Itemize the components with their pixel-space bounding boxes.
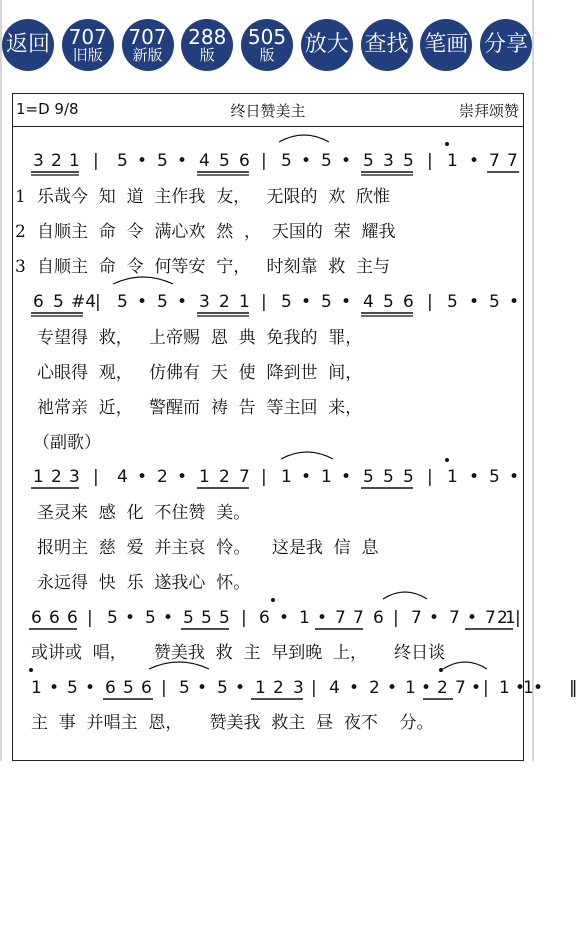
bar-line: | [483, 678, 489, 698]
note: 5 [117, 151, 128, 171]
note: 1 [239, 292, 250, 312]
rhythm-dot: • [469, 292, 480, 312]
note: 7 [353, 608, 364, 628]
blank-area [0, 761, 534, 950]
version-288-number: 288 [188, 24, 227, 49]
note: 5 [363, 467, 374, 487]
note: 7 [411, 608, 422, 628]
octave-dot [445, 142, 449, 146]
note: 1 [499, 678, 510, 698]
bar-line: | [311, 678, 317, 698]
note: 1 [299, 608, 310, 628]
note: 5 [201, 608, 212, 628]
octave-dot [445, 458, 449, 462]
lyric-line: 祂常亲 近， 警醒而 祷 告 等主回 来， [37, 398, 363, 418]
lyric-line: 圣灵来 感 化 不住赞 美。 [37, 503, 251, 523]
note: 5 [383, 292, 394, 312]
note: 2 [369, 678, 380, 698]
octave-dot [439, 668, 443, 672]
strokes-button-label: 笔画 [424, 32, 469, 57]
bar-line: | [261, 467, 267, 487]
note: 2 [219, 467, 230, 487]
note: 7 [455, 678, 466, 698]
bar-line: | [241, 608, 247, 628]
note: 5 [179, 678, 190, 698]
rhythm-dot: • [469, 467, 480, 487]
lyric-line: 专望得 救， 上帝赐 恩 典 免我的 罪， [37, 328, 363, 348]
note: 5 [363, 151, 374, 171]
note: 2 [437, 678, 448, 698]
version-707-old-label: 旧版 [72, 45, 103, 64]
note: 3 [199, 292, 210, 312]
note: 5 [67, 678, 78, 698]
rhythm-dot: • [515, 678, 526, 698]
note: 6 [49, 608, 60, 628]
zoom-button[interactable] [301, 19, 353, 71]
note: 2 [273, 678, 284, 698]
lyric-line: 报明主 慈 爱 并主哀 怜。 这是我 信 息 [37, 538, 379, 558]
note: 4 [199, 151, 210, 171]
note: 4 [329, 678, 340, 698]
note: 7 [485, 608, 496, 628]
tie-arc [113, 277, 173, 284]
rhythm-dot: • [533, 678, 544, 698]
note: 1 [447, 151, 458, 171]
tie-arc [383, 592, 427, 599]
note: 5 [53, 292, 64, 312]
note: 3 [69, 467, 80, 487]
share-button[interactable] [480, 19, 532, 71]
version-288-label: 版 [199, 45, 215, 64]
score-sheet [12, 93, 578, 761]
rhythm-dot: • [137, 151, 148, 171]
lyric-line: 永远得 快 乐 遂我心 怀。 [37, 573, 251, 593]
note: 3 [293, 678, 304, 698]
note: 5 [219, 608, 230, 628]
rhythm-dot: • [301, 467, 312, 487]
note: 1 [281, 467, 292, 487]
tie-arc [149, 662, 209, 669]
note: 7 [507, 151, 518, 171]
note: 5 [157, 292, 168, 312]
note: 5 [403, 467, 414, 487]
verse-number: 3 [15, 257, 26, 277]
note: 7 [489, 151, 500, 171]
lyric-line: 心眼得 观， 仿佛有 天 使 降到世 间， [37, 363, 363, 383]
bar-line: ‖ [569, 678, 578, 698]
rhythm-dot: • [235, 678, 246, 698]
verse-number: 2 [15, 222, 26, 242]
note: 2 [219, 292, 230, 312]
note: 7 [239, 467, 250, 487]
share-button-label: 分享 [483, 32, 528, 57]
note: 5 [489, 292, 500, 312]
note: 2 [51, 151, 62, 171]
version-707-old-button[interactable] [62, 19, 114, 71]
strokes-button[interactable] [420, 19, 472, 71]
note: 6 [259, 608, 270, 628]
bar-line: | [93, 151, 99, 171]
note: 6 [373, 608, 384, 628]
version-707-new-button[interactable] [122, 19, 174, 71]
note: 5 [403, 151, 414, 171]
note: 1 [447, 467, 458, 487]
note: 1 [405, 678, 416, 698]
song-key: 1=D 9/8 [16, 100, 79, 118]
bar-line: | [427, 151, 433, 171]
tie-arc [281, 452, 333, 459]
rhythm-dot: • [509, 292, 520, 312]
rhythm-dot: • [177, 467, 188, 487]
note: #4 [71, 292, 97, 312]
lyric-line: 或讲或 唱， 赞美我 救 主 早到晚 上， 终日谈 [31, 643, 446, 663]
note: 5 [117, 292, 128, 312]
octave-dot [29, 668, 33, 672]
lyric-line: 乐哉今 知 道 主作我 友， 无限的 欢 欣惟 [37, 187, 391, 207]
rhythm-dot: • [137, 467, 148, 487]
rhythm-dot: • [341, 151, 352, 171]
find-button-label: 查找 [364, 32, 409, 57]
note: 5 [281, 151, 292, 171]
lyric-line: 自顺主 命 令 何等安 宁， 时刻靠 救 主与 [37, 257, 391, 277]
song-title: 终日赞美主 [230, 102, 306, 120]
note: 5 [321, 151, 332, 171]
note: 7 [335, 608, 346, 628]
note: 5 [219, 151, 230, 171]
rhythm-dot: • [509, 467, 520, 487]
bar-line: | [393, 608, 399, 628]
note: 5 [447, 292, 458, 312]
note: 1 [523, 678, 534, 698]
rhythm-dot: • [471, 678, 482, 698]
bar-line: | [261, 292, 267, 312]
bar-line: | [87, 608, 93, 628]
rhythm-dot: • [279, 608, 290, 628]
back-button[interactable] [2, 19, 54, 71]
rhythm-dot: • [301, 151, 312, 171]
rhythm-dot: • [85, 678, 96, 698]
octave-dot [271, 598, 275, 602]
note: 4 [117, 467, 128, 487]
rhythm-dot: • [387, 678, 398, 698]
note: 5 [183, 608, 194, 628]
note: 2 [157, 467, 168, 487]
version-707-old-number: 707 [68, 24, 107, 49]
note: 6 [33, 292, 44, 312]
toolbar [0, 0, 534, 90]
version-707-new-label: 新版 [132, 45, 163, 64]
notation-marks [13, 94, 525, 762]
rhythm-dot: • [177, 151, 188, 171]
version-505-number: 505 [247, 24, 287, 49]
note: 6 [403, 292, 414, 312]
note: 1 [33, 467, 44, 487]
rhythm-dot: • [469, 151, 480, 171]
note: 5 [157, 151, 168, 171]
rhythm-dot: • [163, 608, 174, 628]
rhythm-dot: • [429, 608, 440, 628]
note: 6 [105, 678, 116, 698]
note: 6 [31, 608, 42, 628]
bar-line: | [161, 678, 167, 698]
note: 2 [497, 608, 508, 628]
rhythm-dot: • [341, 467, 352, 487]
rhythm-dot: • [421, 678, 432, 698]
song-source: 崇拜颂赞 [458, 102, 519, 120]
lyric-line: 主 事 并唱主 恩， 赞美我 救主 昼 夜不 分。 [31, 713, 434, 733]
version-505-label: 版 [259, 45, 275, 64]
bar-line: | [93, 467, 99, 487]
rhythm-dot: • [467, 608, 478, 628]
rhythm-dot: • [177, 292, 188, 312]
rhythm-dot: • [341, 292, 352, 312]
note: 6 [239, 151, 250, 171]
version-288-button[interactable] [181, 19, 233, 71]
rhythm-dot: • [317, 608, 328, 628]
bar-line: | [427, 292, 433, 312]
bar-line: | [427, 467, 433, 487]
tie-arc [443, 662, 487, 669]
note: 3 [383, 151, 394, 171]
tie-arc [279, 135, 329, 142]
version-707-new-number: 707 [128, 24, 167, 49]
rhythm-dot: • [125, 608, 136, 628]
note: 4 [363, 292, 374, 312]
version-505-button[interactable] [241, 19, 293, 71]
note: 3 [33, 151, 44, 171]
note: 5 [489, 467, 500, 487]
note: 1 [321, 467, 332, 487]
bar-line: | [515, 608, 521, 628]
note: 6 [141, 678, 152, 698]
note: 1 [31, 678, 42, 698]
note: 2 [51, 467, 62, 487]
rhythm-dot: • [137, 292, 148, 312]
bar-line: | [95, 292, 101, 312]
zoom-button-label: 放大 [304, 32, 349, 57]
verse-number: 1 [15, 187, 26, 207]
rhythm-dot: • [301, 292, 312, 312]
lyric-line: 自顺主 命 令 满心欢 然 ， 天国的 荣 耀我 [37, 222, 396, 242]
note: 5 [217, 678, 228, 698]
note: 6 [67, 608, 78, 628]
note: 5 [281, 292, 292, 312]
note: 5 [321, 292, 332, 312]
find-button[interactable] [361, 19, 413, 71]
chorus-label: （副歌） [33, 433, 101, 453]
note: 5 [383, 467, 394, 487]
note: 1 [255, 678, 266, 698]
rhythm-dot: • [349, 678, 360, 698]
note: 1 [69, 151, 80, 171]
note: 5 [145, 608, 156, 628]
note: 1 [199, 467, 210, 487]
note: 5 [123, 678, 134, 698]
note: 1 [505, 608, 516, 628]
bar-line: | [261, 151, 267, 171]
rhythm-dot: • [49, 678, 60, 698]
rhythm-dot: • [197, 678, 208, 698]
note: 5 [107, 608, 118, 628]
note: 7 [449, 608, 460, 628]
back-button-label: 返回 [5, 32, 50, 57]
